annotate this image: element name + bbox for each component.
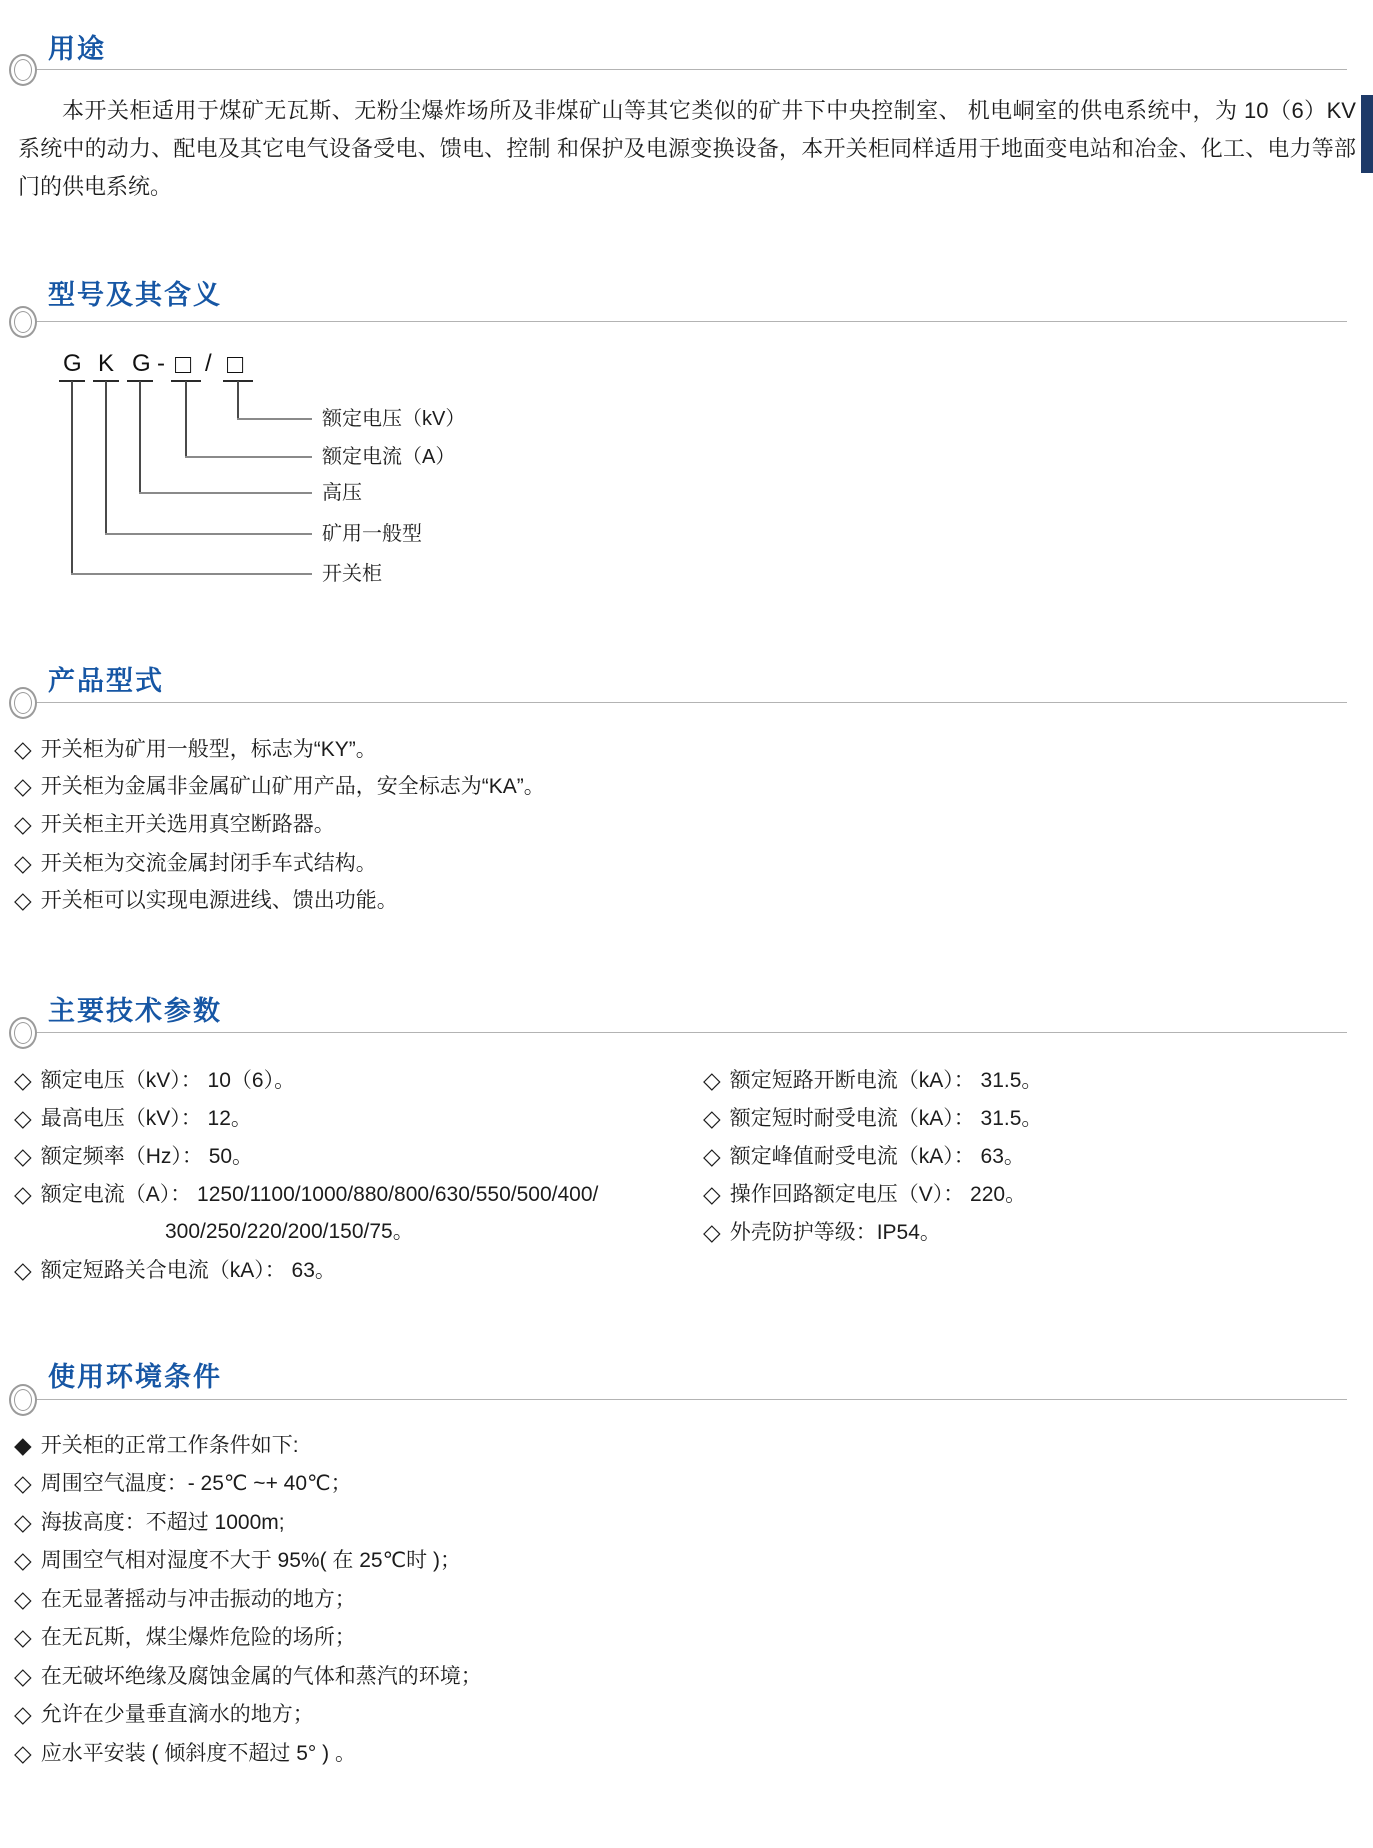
environment-item [14,1662,482,1690]
double-circle-icon [9,1384,37,1416]
item-text: 额定短路关合电流（kA）： 63。 [40,1259,336,1282]
filled-diamond-icon: ◆ [14,1432,32,1458]
diagram-line [185,381,187,457]
tech-param-item [14,1256,336,1284]
diamond-icon: ◇ [14,1624,32,1650]
diagram-line [105,533,312,535]
diamond-icon: ◇ [14,1740,32,1766]
item-text: 周围空气相对湿度不大于 95%( 在 25℃时 )； [40,1549,461,1572]
diagram-line [237,418,312,420]
diamond-icon: ◇ [14,1105,32,1131]
diamond-icon: ◇ [14,1143,32,1169]
item-text: 额定短路开断电流（kA）： 31.5。 [729,1069,1043,1092]
diamond-icon: ◇ [14,1701,32,1727]
usage-paragraph: 本开关柜适用于煤矿无瓦斯、无粉尘爆炸场所及非煤矿山等其它类似的矿井下中央控制室、 机电峒室的供电系统中，为 10（6）KV 系统中的动力、配电及其它电气设备受电、馈电、控制 和保护及电源变换设备，本开关柜同样适用于地面变电站和冶金、化工、电力等部门的供电系统。 [18,98,1356,199]
tech-param-item [14,1066,295,1094]
diagram-line [139,381,141,493]
diamond-icon: ◇ [14,1181,32,1207]
product-type-item [14,810,335,838]
tech-param-item [14,1104,252,1132]
model-code-char: K [98,350,115,377]
model-label: 高压 [322,482,362,504]
environment-item [14,1585,356,1613]
item-text: 操作回路额定电压（V）： 220。 [729,1183,1027,1206]
item-text: 额定短时耐受电流（kA）： 31.5。 [729,1107,1043,1130]
diamond-icon: ◇ [14,736,32,762]
item-text: 在无显著摇动与冲击振动的地方； [40,1588,356,1611]
diamond-icon: ◇ [14,773,32,799]
item-text: 额定峰值耐受电流（kA）： 63。 [729,1145,1025,1168]
diamond-icon: ◇ [14,1470,32,1496]
diamond-icon: ◇ [14,887,32,913]
tech-param-item [703,1180,1026,1208]
environment-item [14,1739,356,1767]
diamond-icon: ◇ [703,1181,721,1207]
diagram-line [71,381,73,574]
double-circle-icon [9,687,37,719]
item-text: 额定电压（kV）： 10（6）。 [40,1069,296,1092]
page-edge-tab [1361,95,1373,173]
item-text: 最高电压（kV）： 12。 [40,1107,252,1130]
item-text: 海拔高度：不超过 1000m; [40,1511,285,1534]
item-text: 额定电流（A）： 1250/1100/1000/880/800/630/550/500/400/ [40,1183,599,1206]
item-text: 开关柜为矿用一般型，标志为“KY”。 [40,738,377,761]
section-title-product-type: 产品型式 [48,666,164,696]
double-circle-icon [9,1017,37,1049]
section-divider [34,702,1347,703]
model-code-char: - [157,350,165,377]
section-divider [34,69,1347,70]
environment-item [14,1508,285,1536]
section-divider [34,321,1347,322]
diagram-line [237,381,239,419]
tech-param-item [703,1142,1025,1170]
double-circle-icon [9,54,37,86]
environment-item [14,1546,461,1574]
diamond-icon: ◇ [14,811,32,837]
section-title-model: 型号及其含义 [48,280,222,310]
environment-item [14,1469,352,1497]
diamond-icon: ◇ [703,1143,721,1169]
item-text: 开关柜为金属非金属矿山矿用产品，安全标志为“KA”。 [40,775,545,798]
item-text: 在无瓦斯，煤尘爆炸危险的场所； [40,1626,356,1649]
section-divider [34,1032,1347,1033]
model-code-char: G [63,350,82,377]
product-type-item [14,886,398,914]
diagram-line [185,456,312,458]
product-type-item [14,735,377,763]
diamond-icon: ◇ [703,1067,721,1093]
model-label: 额定电压（kV） [322,408,466,430]
tech-param-item [703,1104,1042,1132]
item-text: 周围空气温度：- 25℃ ~+ 40℃； [40,1472,352,1495]
item-text: 额定频率（Hz）： 50。 [40,1145,254,1168]
diamond-icon: ◇ [14,1663,32,1689]
environment-item [14,1623,356,1651]
diamond-icon: ◇ [14,1257,32,1283]
diamond-icon: ◇ [703,1219,721,1245]
double-circle-icon [9,306,37,338]
item-text: 在无破坏绝缘及腐蚀金属的气体和蒸汽的环境； [40,1665,482,1688]
diamond-icon: ◇ [14,850,32,876]
model-label: 开关柜 [322,563,382,585]
item-text: 开关柜可以实现电源进线、馈出功能。 [40,889,398,912]
item-text: 应水平安装 ( 倾斜度不超过 5° ) 。 [40,1742,356,1765]
model-code-char: / [205,350,212,377]
tech-param-item [703,1066,1042,1094]
item-text: 开关柜为交流金属封闭手车式结构。 [40,852,377,875]
tech-param-continuation: 300/250/220/200/150/75。 [165,1220,414,1243]
item-text: 外壳防护等级：IP54。 [729,1221,941,1244]
diamond-icon: ◇ [14,1586,32,1612]
diagram-line [139,492,312,494]
diamond-icon: ◇ [14,1067,32,1093]
product-type-item [14,772,545,800]
model-label: 矿用一般型 [322,523,422,545]
section-title-usage: 用途 [48,34,106,64]
diamond-icon: ◇ [703,1105,721,1131]
diagram-line [71,573,312,575]
section-divider [34,1399,1347,1400]
diamond-icon: ◇ [14,1509,32,1535]
item-text: 开关柜的正常工作条件如下: [40,1434,299,1457]
model-code-box: □ [175,349,192,379]
environment-item [14,1700,314,1728]
section-title-environment: 使用环境条件 [48,1362,222,1392]
diagram-line [105,381,107,534]
tech-param-item [14,1142,253,1170]
diamond-icon: ◇ [14,1547,32,1573]
item-text: 允许在少量垂直滴水的地方； [40,1703,314,1726]
tech-param-item [14,1180,598,1208]
model-code-box: □ [227,349,244,379]
tech-param-item [703,1218,941,1246]
product-type-item [14,849,377,877]
environment-item [14,1431,299,1459]
section-title-tech-params: 主要技术参数 [48,996,222,1026]
model-label: 额定电流（A） [322,446,456,468]
model-code-char: G [132,350,151,377]
item-text: 开关柜主开关选用真空断路器。 [40,813,335,836]
